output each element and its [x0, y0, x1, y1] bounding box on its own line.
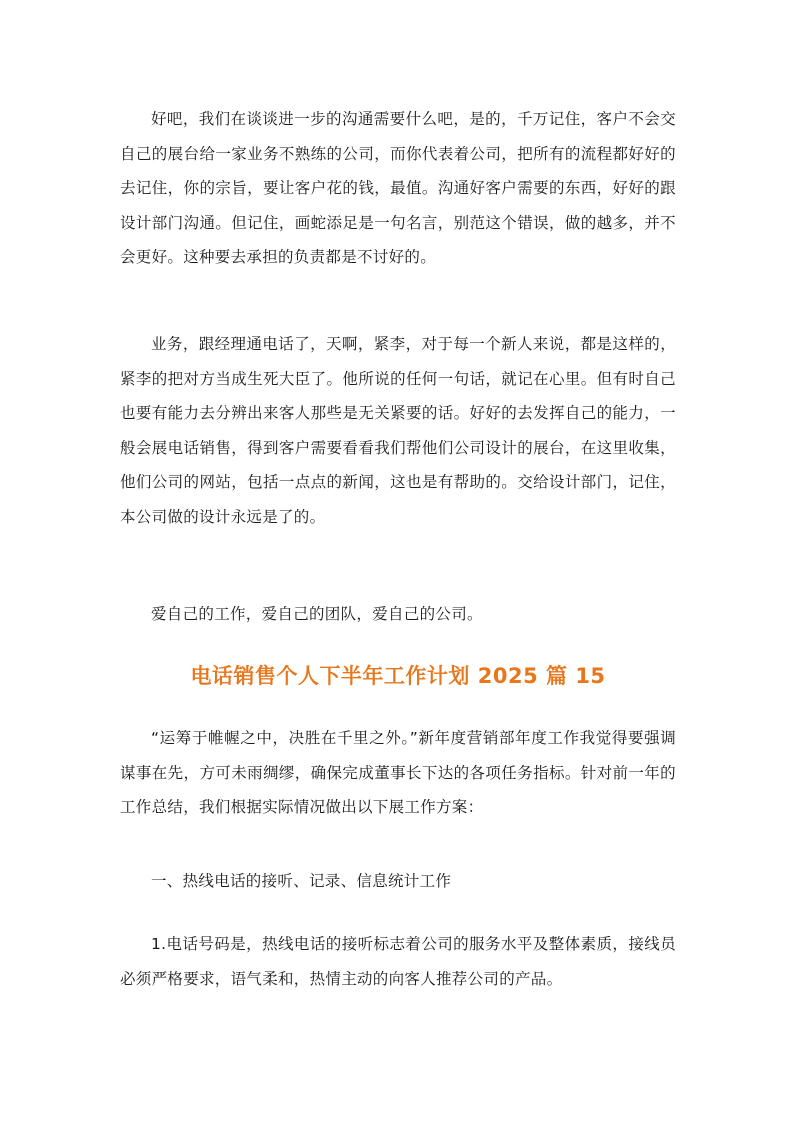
paragraph-love-work: 爱自己的工作，爱自己的团队，爱自己的公司。	[151, 605, 483, 623]
paragraph-communication: 好吧，我们在谈谈进一步的沟通需要什么吧，是的，千万记住，客户不会交自己的展台给一家业务不熟练的公司，而你代表着公司，把所有的流程都好好的去记住，你的宗旨，要让客户花的钱，最值。沟通好客户需要的东西，好好的跟设计部门沟通。但记住，画蛇添足是一句名言，别范这个错误，做的越多，并不会更好。这种要去承担的负责都是不讨好的。	[120, 110, 676, 266]
paragraph-phone-number: 1.电话号码是，热线电话的接听标志着公司的服务水平及整体素质，接线员必须严格要求，语气柔和，热情主动的向客人推荐公司的产品。	[120, 935, 676, 988]
paragraph-business-call: 业务，跟经理通电话了，天啊，紧李，对于每一个新人来说，都是这样的，紧李的把对方当成生死大臣了。他所说的任何一句话，就记在心里。但有时自己也要有能力去分辨出来客人那些是无关紧要的话。好好的去发挥自己的能力，一般会展电话销售，得到客户需要看看我们帮他们公司设计的展台，在这里收集，他们公司的网站，包括一点点的新闻，这也是有帮助的。交给设计部门，记住，本公司做的设计永远是了的。	[120, 335, 676, 526]
paragraph-hotline-title: 一、热线电话的接听、记录、信息统计工作	[151, 872, 452, 890]
paragraph-plan-intro: “运筹于帷幄之中，决胜在千里之外。”新年度营销部年度工作我觉得要强调谋事在先，方可未雨绸缪，确保完成董事长下达的各项任务指标。针对前一年的工作总结，我们根据实际情况做出以下展工作方案：	[120, 729, 676, 816]
section-heading: 电话销售个人下半年工作计划 2025 篇 15	[190, 664, 606, 688]
